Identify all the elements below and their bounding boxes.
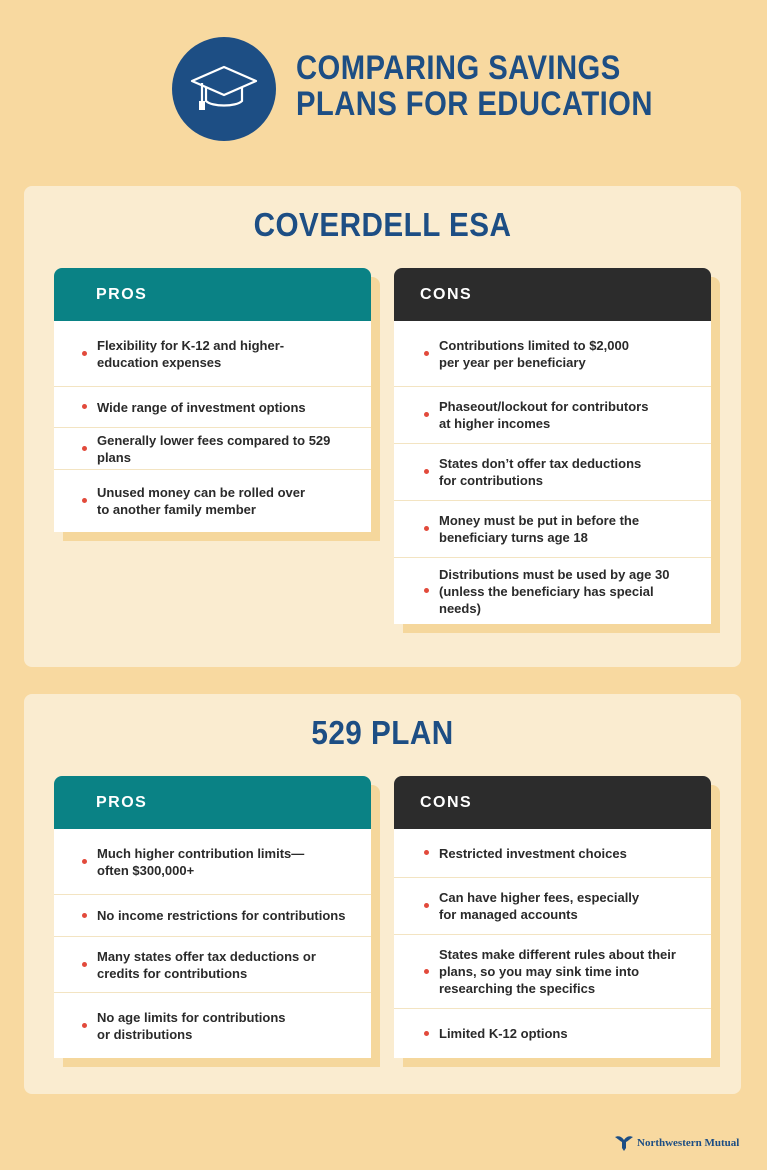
bullet-icon bbox=[82, 351, 87, 356]
bullet-icon bbox=[424, 526, 429, 531]
pros-label: PROS bbox=[96, 286, 148, 303]
bullet-icon bbox=[424, 903, 429, 908]
coverdell-pros-card bbox=[54, 268, 371, 532]
cons-label: CONS bbox=[420, 794, 473, 811]
529-pros-card bbox=[54, 776, 371, 1058]
list-item: Unused money can be rolled over to another family member bbox=[54, 469, 371, 532]
eagle-logo-icon bbox=[614, 1134, 634, 1152]
list-item: No income restrictions for contributions bbox=[54, 894, 371, 936]
bullet-icon bbox=[82, 962, 87, 967]
page-title bbox=[296, 50, 657, 122]
bullet-icon bbox=[82, 404, 87, 409]
list-item: Flexibility for K-12 and higher- education expenses bbox=[54, 321, 371, 386]
pros-list bbox=[54, 321, 371, 532]
529-plan-section bbox=[24, 694, 741, 1094]
cons-header bbox=[394, 776, 711, 829]
list-item: States make different rules about their plans, so you may sink time into researching the specifics bbox=[394, 934, 711, 1008]
coverdell-cons-card bbox=[394, 268, 711, 624]
list-item: States don’t offer tax deductions for contributions bbox=[394, 443, 711, 500]
list-item: Contributions limited to $2,000 per year per beneficiary bbox=[394, 321, 711, 386]
page-title-line-1: COMPARING SAVINGS bbox=[296, 49, 621, 87]
cons-label: CONS bbox=[420, 286, 473, 303]
pros-header bbox=[54, 268, 371, 321]
section-title-529: 529 PLAN bbox=[311, 714, 454, 751]
coverdell-esa-section bbox=[24, 186, 741, 667]
bullet-icon bbox=[424, 588, 429, 593]
list-item: Money must be put in before the beneficiary turns age 18 bbox=[394, 500, 711, 557]
graduation-cap-icon bbox=[190, 61, 258, 117]
brand-logo bbox=[614, 1132, 739, 1154]
529-cons-card bbox=[394, 776, 711, 1058]
list-item: Wide range of investment options bbox=[54, 386, 371, 427]
list-item: Many states offer tax deductions or credits for contributions bbox=[54, 936, 371, 992]
graduation-cap-badge bbox=[172, 37, 276, 141]
list-item: No age limits for contributions or distributions bbox=[54, 992, 371, 1058]
bullet-icon bbox=[424, 1031, 429, 1036]
bullet-icon bbox=[82, 913, 87, 918]
bullet-icon bbox=[424, 469, 429, 474]
list-item: Generally lower fees compared to 529 plans bbox=[54, 427, 371, 469]
brand-name: Northwestern Mutual bbox=[637, 1137, 740, 1149]
pros-header bbox=[54, 776, 371, 829]
bullet-icon bbox=[82, 498, 87, 503]
bullet-icon bbox=[424, 412, 429, 417]
bullet-icon bbox=[424, 351, 429, 356]
page-title-line-2: PLANS FOR EDUCATION bbox=[296, 85, 653, 123]
bullet-icon bbox=[82, 446, 87, 451]
pros-label: PROS bbox=[96, 794, 148, 811]
cons-list bbox=[394, 321, 711, 624]
list-item: Phaseout/lockout for contributors at higher incomes bbox=[394, 386, 711, 443]
list-item: Much higher contribution limits— often $300,000+ bbox=[54, 829, 371, 894]
list-item: Distributions must be used by age 30 (unless the beneficiary has special needs) bbox=[394, 557, 711, 624]
section-title-coverdell: COVERDELL ESA bbox=[253, 206, 512, 243]
list-item: Can have higher fees, especially for managed accounts bbox=[394, 877, 711, 934]
header bbox=[0, 0, 767, 160]
cons-list bbox=[394, 829, 711, 1058]
list-item: Limited K-12 options bbox=[394, 1008, 711, 1058]
cons-header bbox=[394, 268, 711, 321]
bullet-icon bbox=[424, 969, 429, 974]
bullet-icon bbox=[424, 850, 429, 855]
list-item: Restricted investment choices bbox=[394, 829, 711, 877]
bullet-icon bbox=[82, 859, 87, 864]
bullet-icon bbox=[82, 1023, 87, 1028]
pros-list bbox=[54, 829, 371, 1058]
